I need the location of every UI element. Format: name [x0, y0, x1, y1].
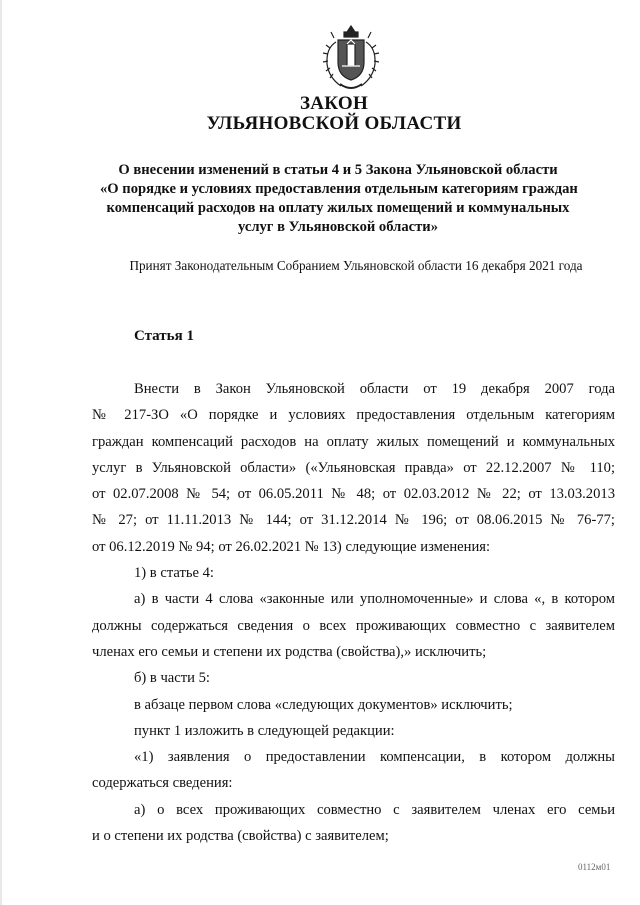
paragraph-item-b: б) в части 5:: [134, 670, 210, 687]
subtitle-line: «О порядке и условиях предоставления отдельным категориям граждан: [100, 181, 578, 197]
body-line: граждан компенсаций расходов на оплату жилых помещений и коммунальных: [92, 433, 615, 450]
paragraph-application: [92, 744, 615, 797]
paragraph-item-1: 1) в статье 4:: [134, 565, 214, 582]
page-edge: [0, 0, 2, 905]
body-line: № 27; от 11.11.2013 № 144; от 31.12.2014 № 196; от 08.06.2015 № 76-77;: [92, 512, 615, 529]
paragraph-point-1: пункт 1 изложить в следующей редакции:: [134, 722, 395, 739]
body-line: Внести в Закон Ульяновской области от 19 декабря 2007 года: [134, 381, 615, 397]
body-line: № 217-ЗО «О порядке и условиях предоставления отдельным категориям: [92, 407, 615, 424]
paragraph-amendments-intro: [92, 376, 615, 560]
body-line: членах его семьи и степени их родства (свойства),» исключить;: [92, 643, 487, 660]
body-line: «1) заявления о предоставлении компенсации, в котором должны: [134, 749, 615, 766]
body-line: и о степени их родства (свойства) с заявителем;: [92, 828, 389, 845]
paragraph-item-a: [92, 586, 615, 665]
article-body: [92, 376, 615, 849]
body-line: содержаться сведения:: [92, 775, 233, 792]
region-title: УЛЬЯНОВСКОЙ ОБЛАСТИ: [206, 113, 462, 134]
subtitle-line: услуг в Ульяновской области»: [238, 219, 438, 235]
subtitle-line: О внесении изменений в статьи 4 и 5 Закона Ульяновской области: [118, 162, 558, 178]
coat-of-arms-icon: [318, 24, 384, 94]
law-title: ЗАКОН: [299, 93, 369, 114]
adoption-statement: Принят Законодательным Собранием Ульяновской области 16 декабря 2021 года: [129, 258, 583, 273]
paragraph-family-members: [92, 797, 615, 850]
subtitle-line: компенсаций расходов на оплату жилых помещений и коммунальных: [106, 200, 570, 216]
article-heading: Статья 1: [134, 328, 194, 344]
document-code: 0112м01: [578, 862, 611, 872]
body-line: услуг в Ульяновской области» («Ульяновская правда» от 22.12.2007 № 110;: [92, 459, 615, 476]
body-line: а) о всех проживающих совместно с заявителем членах его семьи: [134, 801, 615, 818]
body-line: а) в части 4 слова «законные или уполномоченные» и слова «, в котором: [134, 591, 615, 608]
law-subtitle: [100, 161, 576, 237]
body-line: от 02.07.2008 № 54; от 06.05.2011 № 48; от 02.03.2012 № 22; от 13.03.2013: [92, 486, 615, 503]
body-line: от 06.12.2019 № 94; от 26.02.2021 № 13) следующие изменения:: [92, 538, 491, 555]
paragraph-first-clause: в абзаце первом слова «следующих документов» исключить;: [134, 696, 513, 713]
body-line: должны содержаться сведения о всех проживающих совместно с заявителем: [92, 617, 615, 634]
